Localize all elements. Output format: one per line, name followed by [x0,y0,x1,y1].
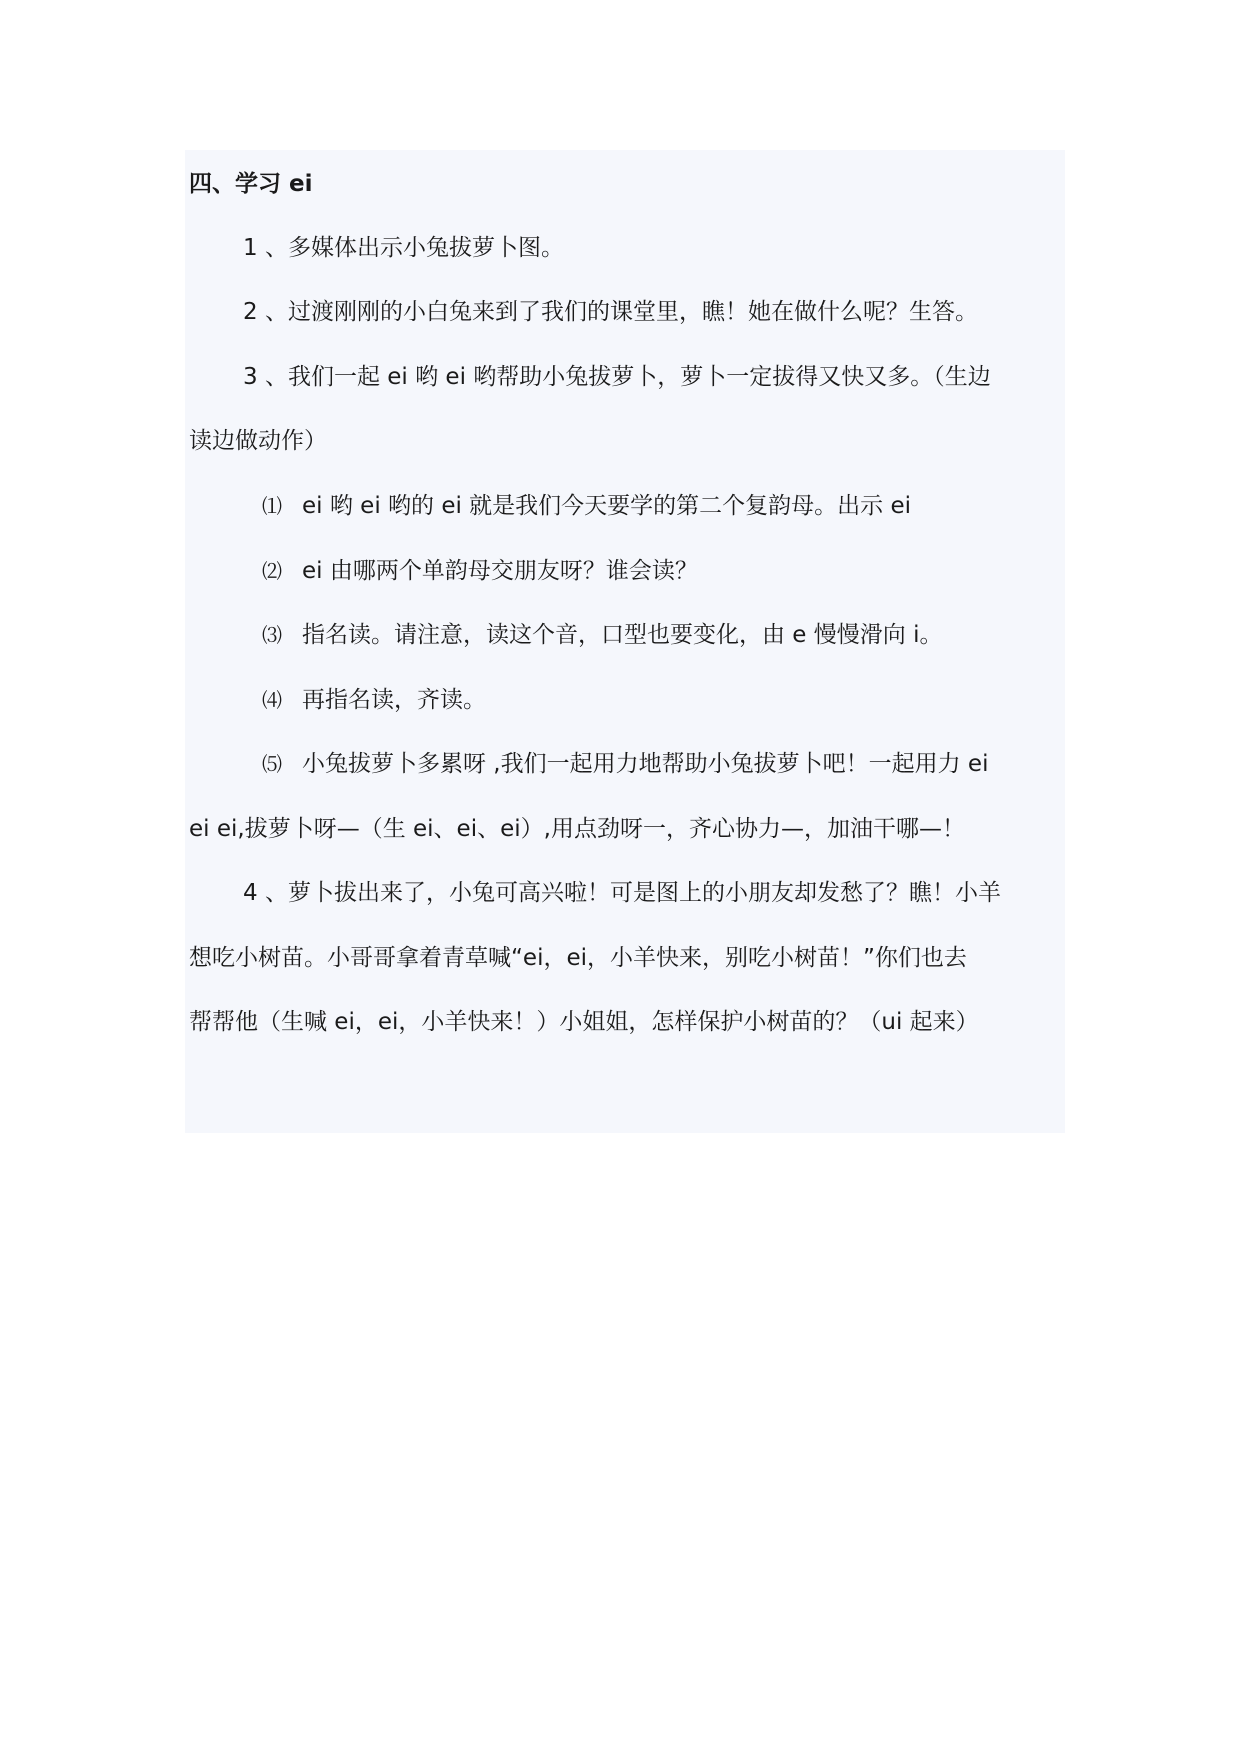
sub-item-text: ei 由哪两个单韵母交朋友呀？谁会读？ [302,558,698,584]
sub-item-text: 指名读。请注意，读这个音，口型也要变化，由 e 慢慢滑向 i。 [302,622,943,648]
sub-item-number: ⑷ [262,688,282,712]
item-4: 4 、萝卜拔出来了，小兔可高兴啦！可是图上的小朋友却发愁了？瞧！小羊 [243,880,1001,906]
sub-item-number: ⑸ [262,752,282,776]
item-3: 3 、我们一起 ei 哟 ei 哟帮助小兔拔萝卜，萝卜一定拔得又快又多。（生边 [243,364,991,390]
sub-item-5-continued: ei ei,拔萝卜呀—（生 ei、ei、ei）,用点劲呀一，齐心协力—，加油干哪—！ [189,816,965,842]
sub-item-3 [262,619,942,651]
sub-item-4 [262,684,486,716]
item-1: 1 、多媒体出示小兔拔萝卜图。 [243,235,564,261]
sub-item-number: ⑵ [262,559,282,583]
sub-item-number: ⑶ [262,623,282,647]
sub-item-text: 小兔拔萝卜多累呀 ,我们一起用力地帮助小兔拔萝卜吧！一起用力 ei [302,751,989,777]
item-4-line-3: 帮帮他（生喊 ei，ei，小羊快来！）小姐姐，怎样保护小树苗的？（ui 起来） [189,1009,979,1035]
item-3-continued: 读边做动作） [189,428,327,454]
sub-item-number: ⑴ [262,494,282,518]
sub-item-5 [262,748,988,780]
item-2: 2 、过渡刚刚的小白兔来到了我们的课堂里，瞧！她在做什么呢？生答。 [243,299,978,325]
sub-item-2 [262,555,698,587]
section-heading: 四、学习 ei [189,171,313,197]
item-4-line-2: 想吃小树苗。小哥哥拿着青草喊“ei，ei，小羊快来，别吃小树苗！”你们也去 [189,945,967,971]
sub-item-text: 再指名读，齐读。 [302,687,486,713]
sub-item-text: ei 哟 ei 哟的 ei 就是我们今天要学的第二个复韵母。出示 ei [302,493,912,519]
sub-item-1 [262,490,911,522]
